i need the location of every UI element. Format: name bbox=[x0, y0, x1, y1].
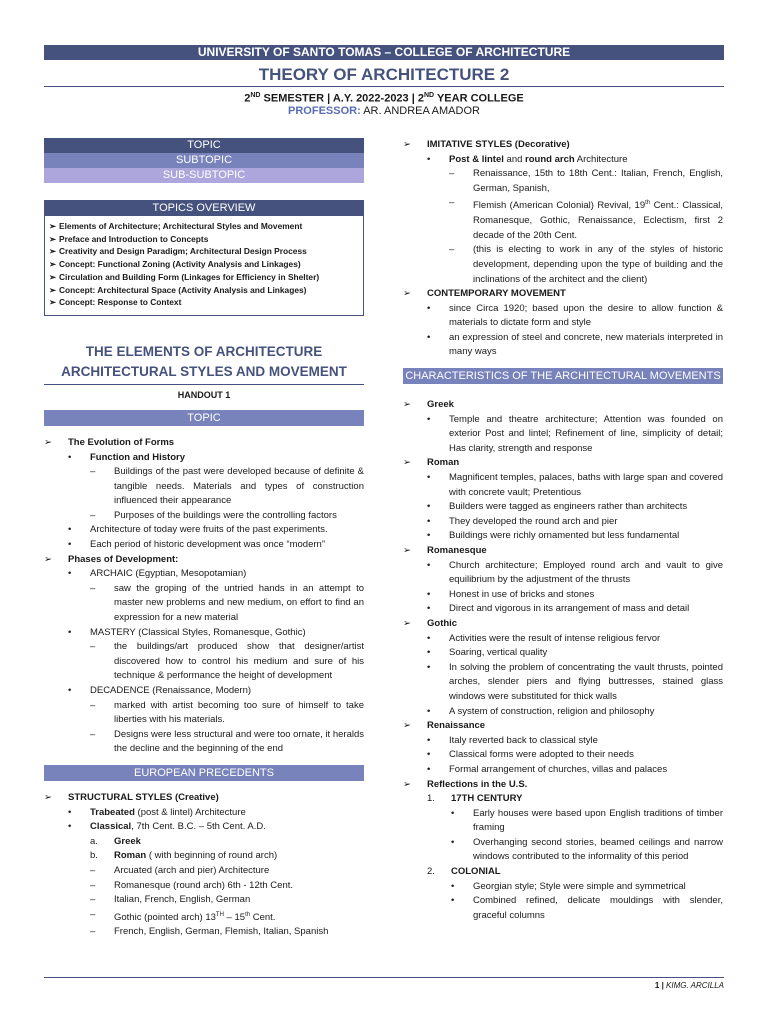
footer-divider bbox=[44, 977, 724, 978]
list-item: – French, English, German, Flemish, Italian, Spanish bbox=[44, 925, 364, 940]
bullet-marker: – bbox=[90, 509, 96, 521]
legend-topic: TOPIC bbox=[44, 138, 364, 153]
bullet-marker: • bbox=[68, 685, 72, 697]
list-item: • Overhanging second stories, beamed ceilings and narrow windows contributed to the informality of this period bbox=[451, 836, 723, 863]
list-item: ➢ Reflections in the U.S. bbox=[403, 778, 723, 793]
bullet-marker: • bbox=[427, 647, 431, 659]
list-item: • Buildings were richly ornamented but less fundamental bbox=[403, 529, 723, 544]
list-item: • Early houses were based upon English traditions of timber framing bbox=[451, 807, 723, 834]
arrow-bullet-icon: ➢ bbox=[49, 221, 57, 231]
list-item: – Italian, French, English, German bbox=[44, 893, 364, 908]
overview-item: ➢ Concept: Architectural Space (Activity Analysis and Linkages) bbox=[49, 284, 307, 295]
topics-overview-title: TOPICS OVERVIEW bbox=[45, 201, 363, 216]
topic-bar: TOPIC bbox=[44, 410, 364, 426]
section-title-line-1: THE ELEMENTS OF ARCHITECTURE bbox=[85, 343, 323, 359]
list-item: • Combined refined, delicate mouldings with slender, graceful columns bbox=[451, 895, 723, 921]
bullet-marker: ➢ bbox=[403, 545, 411, 556]
page-number: 1 bbox=[654, 981, 660, 990]
bullet-marker: ➢ bbox=[403, 720, 411, 732]
list-item: • Soaring, vertical quality bbox=[403, 646, 723, 661]
arrow-bullet-icon: ➢ bbox=[49, 233, 57, 244]
list-item: • Georgian style; Style were simple and symmetrical bbox=[403, 880, 723, 895]
list-item: – Flemish (American Colonial) Revival, 19th Cent.: Classical, Romanesque, Gothic, Renaissance, Eclectism, first 2 decade of the 20th Cent. bbox=[449, 197, 723, 241]
list-item: ➢ Gothic bbox=[403, 617, 723, 632]
bullet-marker: • bbox=[427, 661, 431, 673]
bullet-marker: • bbox=[427, 515, 431, 527]
bullet-marker: • bbox=[451, 880, 455, 892]
list-item: • In solving the problem of concentrating the vault thrusts, pointed arches, slender piers and flying buttresses, stained glass windows were substituted for thick walls bbox=[427, 661, 723, 702]
bullet-marker: 2. bbox=[427, 866, 435, 878]
list-item: • Trabeated (post & lintel) Architecture bbox=[44, 806, 364, 821]
list-item: • ARCHAIC (Egyptian, Mesopotamian) bbox=[44, 567, 364, 582]
list-item: • Church architecture; Employed round arch and vault to give equilibrium by the adjustment of the thrusts bbox=[427, 559, 723, 586]
bullet-marker: • bbox=[68, 568, 72, 580]
list-item: • since Circa 1920; based upon the desire to allow function & materials to dictate form and style bbox=[427, 302, 723, 329]
list-item: • A system of construction, religion and philosophy bbox=[403, 705, 723, 720]
bullet-marker: • bbox=[427, 302, 431, 314]
bullet-marker: 1. bbox=[427, 793, 435, 805]
imitative-styles-content bbox=[403, 138, 723, 360]
bullet-marker: – bbox=[90, 582, 96, 594]
arrow-bullet-icon: ➢ bbox=[49, 246, 57, 257]
bullet-marker: – bbox=[90, 641, 96, 653]
bullet-marker: • bbox=[451, 895, 455, 907]
bullet-marker: – bbox=[90, 908, 96, 920]
bullet-marker: ➢ bbox=[403, 399, 411, 411]
bullet-marker: • bbox=[68, 821, 72, 833]
section-title-line-2: ARCHITECTURAL STYLES AND MOVEMENT bbox=[61, 363, 347, 379]
list-item: ➢ Greek bbox=[403, 398, 723, 413]
list-item: a. Greek bbox=[44, 835, 364, 850]
list-item: ➢ STRUCTURAL STYLES (Creative) bbox=[44, 791, 364, 806]
bullet-marker: – bbox=[90, 879, 96, 891]
topic-content bbox=[44, 436, 364, 757]
bullet-marker: • bbox=[427, 763, 431, 775]
bullet-marker: • bbox=[427, 603, 431, 615]
european-precedents-content bbox=[44, 791, 364, 940]
bullet-marker: • bbox=[68, 539, 72, 551]
legend-subsubtopic: SUB-SUBTOPIC bbox=[44, 168, 364, 183]
list-item: • an expression of steel and concrete, new materials interpreted in many ways bbox=[427, 331, 723, 358]
header-divider bbox=[44, 86, 724, 87]
arrow-bullet-icon: ➢ bbox=[49, 271, 57, 282]
list-item: • Function and History bbox=[44, 451, 364, 466]
legend-subtopic: SUBTOPIC bbox=[44, 153, 364, 168]
handout-label: HANDOUT 1 bbox=[177, 389, 231, 400]
bullet-marker: – bbox=[449, 168, 455, 180]
list-item: – (this is electing to work in any of the styles of historic development, depending upon the type of building and the inclinations of the architect and the client) bbox=[449, 244, 723, 285]
bullet-marker: • bbox=[427, 559, 431, 571]
list-item: – saw the groping of the untried hands in an attempt to master new problems and new medium, on effort to find an expression for a new material bbox=[90, 582, 364, 624]
professor-line: PROFESSOR: AR. ANDREA AMADOR bbox=[288, 105, 480, 117]
list-item: ➢ IMITATIVE STYLES (Decorative) bbox=[403, 138, 723, 153]
bullet-marker: ➢ bbox=[403, 288, 411, 300]
arrow-bullet-icon: ➢ bbox=[49, 297, 57, 308]
list-item: – Designs were less structural and were too ornate, it heralds the decline and the beginning of the end bbox=[90, 728, 364, 755]
bullet-marker: – bbox=[449, 244, 455, 256]
list-item: – the buildings/art produced show that designer/artist discovered how to control his medium and sure of his technique & performance the height of development bbox=[90, 641, 364, 682]
list-item: • Activities were the result of intense religious fervor bbox=[403, 632, 723, 647]
bullet-marker: ➢ bbox=[403, 457, 411, 469]
bullet-marker: – bbox=[90, 894, 96, 906]
bullet-marker: a. bbox=[90, 835, 98, 847]
bullet-marker: ➢ bbox=[44, 791, 52, 803]
bullet-marker: • bbox=[427, 472, 431, 484]
bullet-marker: • bbox=[451, 807, 455, 819]
list-item: ➢ Phases of Development: bbox=[44, 553, 364, 568]
bullet-marker: • bbox=[427, 413, 431, 425]
list-item: 2. COLONIAL bbox=[403, 865, 723, 880]
bullet-marker: • bbox=[427, 530, 431, 542]
topics-overview-list bbox=[45, 216, 363, 315]
bullet-marker: – bbox=[90, 728, 96, 740]
list-item: ➢ CONTEMPORARY MOVEMENT bbox=[403, 287, 723, 302]
page-footer: 1 | KIMG. ARCILLA bbox=[654, 981, 724, 990]
list-item: • MASTERY (Classical Styles, Romanesque, Gothic) bbox=[44, 626, 364, 641]
list-item: • Temple and theatre architecture; Attention was founded on exterior Post and lintel; Refinement of line, simplicity of detail; Has clarity, strength and response bbox=[427, 413, 723, 454]
bullet-marker: • bbox=[427, 501, 431, 513]
bullet-marker: ➢ bbox=[44, 436, 52, 448]
bullet-marker: • bbox=[427, 734, 431, 746]
overview-item: ➢ Creativity and Design Paradigm; Architectural Design Process bbox=[49, 246, 307, 257]
bullet-marker: – bbox=[90, 864, 96, 876]
list-item: • Architecture of today were fruits of the past experiments. bbox=[44, 523, 364, 538]
list-item: ➢ The Evolution of Forms bbox=[44, 436, 364, 451]
list-item: • They developed the round arch and pier bbox=[403, 515, 723, 530]
left-column bbox=[44, 138, 364, 940]
list-item: – Romanesque (round arch) 6th - 12th Cent. bbox=[44, 879, 364, 894]
list-item: ➢ Roman bbox=[403, 456, 723, 471]
bullet-marker: • bbox=[427, 153, 431, 165]
bullet-marker: – bbox=[90, 699, 96, 711]
bullet-marker: • bbox=[68, 626, 72, 638]
list-item: 1. 17TH CENTURY bbox=[403, 792, 723, 807]
list-item: ➢ Romanesque bbox=[403, 544, 723, 559]
bullet-marker: • bbox=[427, 749, 431, 761]
list-item: • Classical, 7th Cent. B.C. – 5th Cent. A.D. bbox=[44, 820, 364, 835]
right-column bbox=[403, 138, 723, 923]
list-item: b. Roman ( with beginning of round arch) bbox=[44, 849, 364, 864]
list-item: • Builders were tagged as engineers rather than architects bbox=[403, 500, 723, 515]
bullet-marker: – bbox=[449, 197, 455, 209]
section-title bbox=[44, 342, 364, 385]
bullet-marker: ➢ bbox=[403, 617, 411, 629]
list-item: • Classical forms were adopted to their needs bbox=[403, 748, 723, 763]
overview-item: ➢ Circulation and Building Form (Linkages for Efficiency in Shelter) bbox=[49, 271, 320, 282]
characteristics-content bbox=[403, 398, 723, 923]
overview-item: ➢ Concept: Response to Context bbox=[49, 297, 182, 308]
characteristics-bar: CHARACTERISTICS OF THE ARCHITECTURAL MOVEMENTS bbox=[403, 368, 723, 384]
list-item: – Renaissance, 15th to 18th Cent.: Italian, French, English, German, Spanish, bbox=[449, 168, 723, 194]
bullet-marker: – bbox=[90, 926, 96, 938]
bullet-marker: • bbox=[68, 524, 72, 536]
bullet-marker: b. bbox=[90, 850, 98, 862]
list-item: • DECADENCE (Renaissance, Modern) bbox=[44, 684, 364, 699]
list-item: ➢ Renaissance bbox=[403, 719, 723, 734]
list-item: – Purposes of the buildings were the controlling factors bbox=[44, 509, 364, 524]
bullet-marker: • bbox=[427, 588, 431, 600]
course-title: THEORY OF ARCHITECTURE 2 bbox=[258, 65, 510, 84]
bullet-marker: • bbox=[427, 705, 431, 717]
bullet-marker: ➢ bbox=[403, 139, 411, 150]
bullet-marker: • bbox=[68, 806, 72, 818]
list-item: – Buildings of the past were developed because of definite & tangible needs. Materials and types of construction influenced their appearance bbox=[90, 466, 364, 507]
bullet-marker: • bbox=[427, 331, 431, 343]
author-name: KIMG. ARCILLA bbox=[666, 981, 724, 990]
list-item: • Italy reverted back to classical style bbox=[403, 734, 723, 749]
topics-overview-box bbox=[44, 200, 364, 316]
overview-item: ➢ Concept: Functional Zoning (Activity Analysis and Linkages) bbox=[49, 259, 301, 270]
bullet-marker: • bbox=[427, 632, 431, 644]
bullet-marker: ➢ bbox=[403, 778, 411, 790]
semester-line: 2ND SEMESTER | A.Y. 2022-2023 | 2ND YEAR COLLEGE bbox=[244, 92, 524, 105]
bullet-marker: ➢ bbox=[44, 553, 52, 565]
list-item: • Honest in use of bricks and stones bbox=[403, 588, 723, 603]
bullet-marker: • bbox=[451, 836, 455, 848]
list-item: • Each period of historic development was once “modern” bbox=[44, 538, 364, 553]
list-item: – Arcuated (arch and pier) Architecture bbox=[44, 864, 364, 879]
european-precedents-bar: EUROPEAN PRECEDENTS bbox=[44, 765, 364, 781]
arrow-bullet-icon: ➢ bbox=[49, 284, 57, 295]
list-item: – Gothic (pointed arch) 13TH – 15th Cent. bbox=[90, 908, 276, 923]
bullet-marker: • bbox=[68, 451, 72, 463]
list-item: – marked with artist becoming too sure of himself to take liberties with his materials. bbox=[90, 699, 364, 726]
overview-item: ➢ Preface and Introduction to Concepts bbox=[49, 233, 209, 244]
bullet-marker: – bbox=[90, 466, 96, 478]
list-item: • Magnificent temples, palaces, baths with large span and covered with concrete vault; Pretentious bbox=[427, 472, 723, 498]
university-banner: UNIVERSITY OF SANTO TOMAS – COLLEGE OF ARCHITECTURE bbox=[44, 45, 724, 60]
arrow-bullet-icon: ➢ bbox=[49, 259, 57, 270]
list-item: • Formal arrangement of churches, villas and palaces bbox=[403, 763, 723, 778]
list-item: • Direct and vigorous in its arrangement of mass and detail bbox=[403, 602, 723, 617]
list-item: • Post & lintel and round arch Architecture bbox=[403, 153, 723, 168]
overview-item: ➢ Elements of Architecture; Architectural Styles and Movement bbox=[49, 221, 303, 231]
